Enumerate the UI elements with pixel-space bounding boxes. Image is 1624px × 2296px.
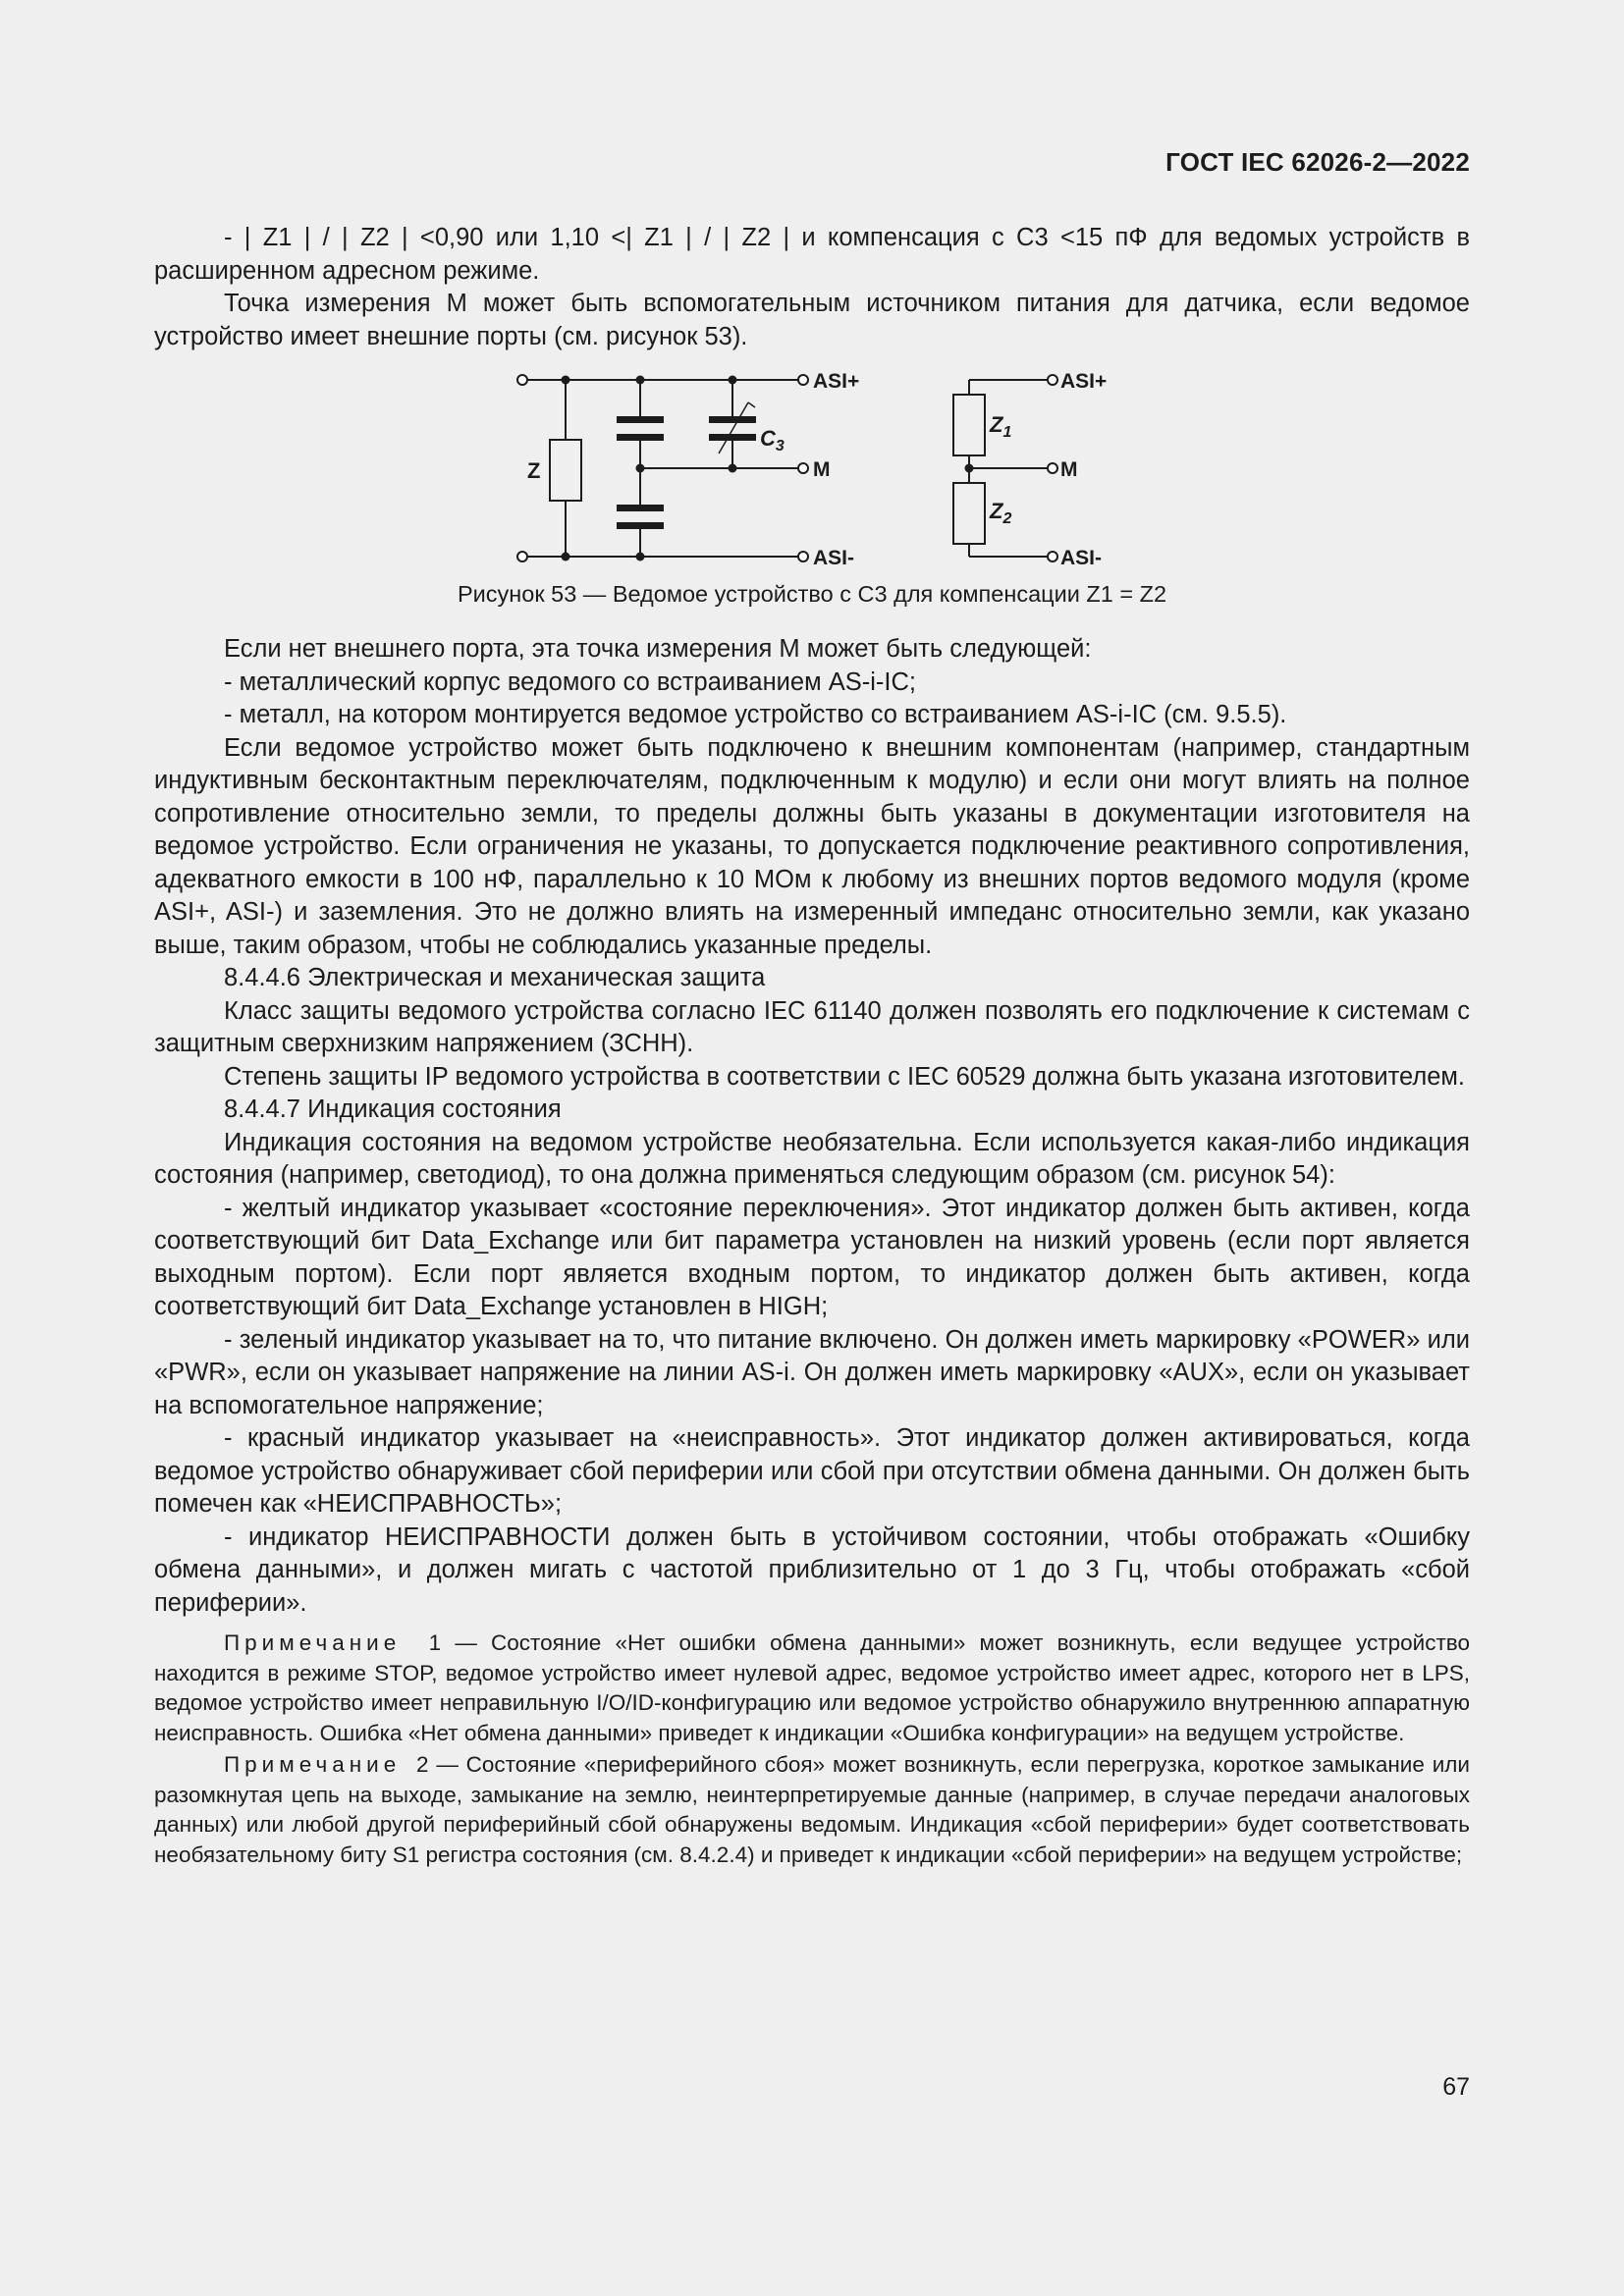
label-z2: $Z_2$ <box>990 499 1012 527</box>
left-circuit <box>517 370 859 569</box>
note-2 <box>154 1750 1470 1870</box>
circuit-figure <box>154 363 1470 569</box>
label-asi-plus: ASI+ <box>1060 370 1108 393</box>
note-label: Примечание <box>224 1630 402 1655</box>
terminal <box>1048 375 1057 385</box>
note-number: 2 <box>415 1752 429 1777</box>
paragraph: Степень защиты IP ведомого устройства в соответствии с IEC 60529 должна быть указана изготовителем. <box>224 1062 1465 1091</box>
paragraph: - | Z1 | / | Z2 | <0,90 или 1,10 <| Z1 | / | Z2 | и компенсация с C3 <15 пФ для ведомых устройств в расширенном адресном режиме. <box>154 224 1470 285</box>
list-item: - желтый индикатор указывает «состояние переключения». Этот индикатор должен быть активен, когда соответствующий бит Data_Exchange или бит параметра установлен на низкий уровень (если порт является выходным портом). Если порт является входным портом, то индикатор должен быть активен, когда соответствующий бит Data_Exchange установлен в HIGH; <box>154 1194 1470 1320</box>
capacitor-plate <box>617 522 664 529</box>
notes-block <box>154 1629 1470 1870</box>
label-m: M <box>1060 458 1078 481</box>
right-circuit <box>953 370 1107 569</box>
junction-dot <box>636 376 645 385</box>
note-label: Примечание <box>224 1752 402 1777</box>
list-item: - металлический корпус ведомого со встраиванием AS-i-IC; <box>224 667 916 696</box>
label-asi-minus: ASI- <box>1060 547 1102 569</box>
note-1 <box>154 1629 1470 1748</box>
section-heading: 8.4.4.6 Электрическая и механическая защита <box>224 964 766 991</box>
section-heading: 8.4.4.7 Индикация состояния <box>224 1095 562 1123</box>
page-content <box>154 222 1470 1872</box>
terminal <box>517 375 527 385</box>
c3-variable-arrow <box>748 402 755 407</box>
label-c3: $C_3$ <box>760 426 785 454</box>
document-header: ГОСТ IEC 62026-2—2022 <box>1165 147 1470 177</box>
note-text: — Состояние «Нет ошибки обмена данными» может возникнуть, если ведущее устройство находится в режиме STOP, ведомое устройство имеет нулевой адрес, ведомое устройство имеет адрес, которого нет в LPS, ведомое устройство имеет неправильную I/O/ID-конфигурацию или ведомое устройство обнаружило внутреннюю аппаратную неисправность. Ошибка «Нет обмена данными» приведет к индикации «Ошибка конфигурации» на ведущем устройстве. <box>154 1630 1470 1745</box>
paragraph: Если нет внешнего порта, эта точка измерения M может быть следующей: <box>224 635 1092 663</box>
list-item: - зеленый индикатор указывает на то, что питание включено. Он должен иметь маркировку «POWER» или «PWR», если он указывает напряжение на линии AS-i. Он должен иметь маркировку «AUX», если он указывает на вспомогательное напряжение; <box>154 1325 1470 1419</box>
junction-dot <box>562 553 570 561</box>
z-resistor <box>550 440 581 501</box>
terminal <box>517 552 527 561</box>
list-item: - красный индикатор указывает на «неисправность». Этот индикатор должен активироваться, когда ведомое устройство обнаруживает сбой периферии или сбой при отсутствии обмена данными. Он должен быть помечен как «НЕИСПРАВНОСТЬ»; <box>154 1424 1470 1518</box>
terminal <box>798 463 808 473</box>
capacitor-plate <box>617 434 664 441</box>
terminal <box>798 375 808 385</box>
paragraph: Класс защиты ведомого устройства согласно IEC 61140 должен позволять его подключение к системам с защитным сверхнизким напряжением (ЗСНН). <box>154 996 1470 1057</box>
label-asi-minus: ASI- <box>813 547 854 569</box>
list-item: - металл, на котором монтируется ведомое устройство со встраиванием AS-i-IC (см. 9.5.5). <box>224 701 1287 728</box>
z2-resistor <box>953 483 985 544</box>
c3-plate <box>709 416 756 423</box>
label-m: M <box>813 458 831 481</box>
terminal <box>1048 552 1057 561</box>
junction-dot <box>636 464 645 473</box>
note-text: — Состояние «периферийного сбоя» может возникнуть, если перегрузка, короткое замыкание или разомкнутая цепь на выходе, замыкание на землю, неинтерпретируемые данные (например, в случае передачи аналоговых данных) или любой другой периферийный сбой обнаружены ведомым. Индикация «сбой периферии» будет соответствовать необязательному биту S1 регистра состояния (см. 8.4.2.4) и приведет к индикации «сбой периферии» на ведущем устройстве; <box>154 1752 1471 1867</box>
c3-plate <box>709 434 756 441</box>
note-number: 1 <box>428 1630 442 1655</box>
circuit-diagram <box>154 363 1470 569</box>
capacitor-plate <box>617 416 664 423</box>
label-z: Z <box>527 458 541 483</box>
figure-caption: Рисунок 53 — Ведомое устройство с C3 для компенсации Z1 = Z2 <box>457 581 1167 607</box>
label-z1: $Z_1$ <box>990 412 1012 441</box>
terminal <box>798 552 808 561</box>
paragraph: Индикация состояния на ведомом устройстве необязательна. Если используется какая-либо индикация состояния (например, светодиод), то она должна применяться следующим образом (см. рисунок 54): <box>154 1128 1470 1189</box>
z1-resistor <box>953 395 985 455</box>
junction-dot <box>729 376 737 385</box>
junction-dot <box>562 376 570 385</box>
junction-dot <box>965 464 974 473</box>
junction-dot <box>636 553 645 561</box>
page-number: 67 <box>1442 2073 1470 2101</box>
paragraph: Если ведомое устройство может быть подключено к внешним компонентам (например, стандартным индуктивным бесконтактным переключателям, подключенным к модулю) и если они могут влиять на полное сопротивление относительно земли, то пределы должны быть указаны в документации изготовителя на ведомое устройство. Если ограничения не указаны, то допускается подключение реактивного сопротивления, адекватного емкости в 100 нФ, параллельно к 10 МОм к любому из внешних портов ведомого модуля (кроме ASI+, ASI-) и заземления. Это не должно влиять на измеренный импеданс относительно земли, как указано выше, таким образом, чтобы не соблюдались указанные пределы. <box>154 733 1470 959</box>
paragraph: Точка измерения M может быть вспомогательным источником питания для датчика, если ведомое устройство имеет внешние порты (см. рисунок 53). <box>154 290 1470 350</box>
capacitor-plate <box>617 505 664 511</box>
terminal <box>1048 463 1057 473</box>
list-item: - индикатор НЕИСПРАВНОСТИ должен быть в устойчивом состоянии, чтобы отображать «Ошибку обмена данными», и должен мигать с частотой приблизительно от 1 до 3 Гц, чтобы отображать «сбой периферии». <box>154 1522 1470 1617</box>
junction-dot <box>729 464 737 473</box>
label-asi-plus: ASI+ <box>813 370 860 393</box>
